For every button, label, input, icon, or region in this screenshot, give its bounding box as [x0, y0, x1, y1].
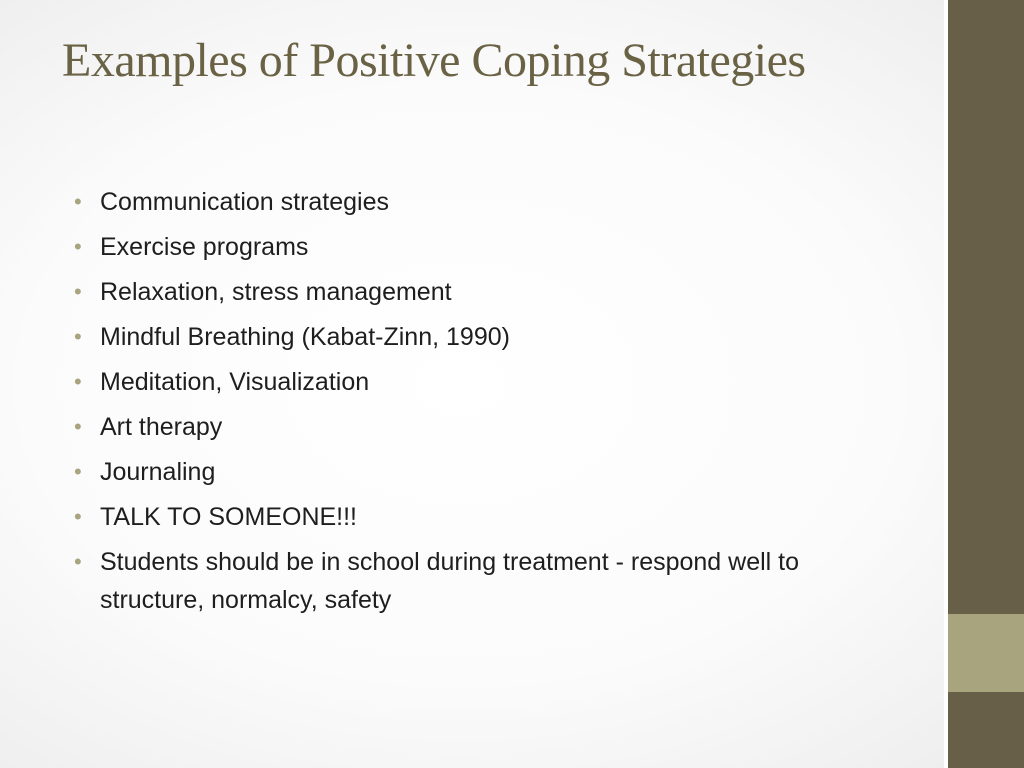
bullet-dot-icon: •: [74, 504, 82, 529]
sidebar-bar-bottom: [948, 692, 1024, 768]
bullet-dot-icon: •: [74, 324, 82, 349]
bullet-text: Meditation, Visualization: [100, 368, 370, 396]
bullet-dot-icon: •: [74, 234, 82, 259]
bullet-item: [74, 363, 894, 401]
slide-title: Examples of Positive Coping Strategies: [62, 34, 806, 87]
sidebar-bar-top: [948, 0, 1024, 614]
bullet-item: [74, 543, 894, 619]
bullet-text: Mindful Breathing (Kabat-Zinn, 1990): [100, 323, 510, 351]
bullet-dot-icon: •: [74, 549, 82, 574]
bullet-item: [74, 498, 894, 536]
bullet-item: [74, 408, 894, 446]
bullet-dot-icon: •: [74, 369, 82, 394]
bullet-item: [74, 318, 894, 356]
bullet-text: Art therapy: [100, 413, 223, 441]
bullet-item: [74, 273, 894, 311]
bullet-text: Relaxation, stress management: [100, 278, 452, 306]
bullet-text: Exercise programs: [100, 233, 309, 261]
bullet-item: [74, 228, 894, 266]
bullet-text: Journaling: [100, 458, 216, 486]
bullet-text: TALK TO SOMEONE!!!: [100, 503, 358, 531]
bullet-dot-icon: •: [74, 279, 82, 304]
bullet-dot-icon: •: [74, 414, 82, 439]
bullet-item: [74, 453, 894, 491]
bullet-dot-icon: •: [74, 189, 82, 214]
bullet-list: [74, 183, 894, 626]
bullet-text: Communication strategies: [100, 188, 390, 216]
bullet-item: [74, 183, 894, 221]
bullet-text: Students should be in school during treatment - respond well to structure, normalcy, safety: [100, 548, 800, 614]
bullet-dot-icon: •: [74, 459, 82, 484]
sidebar-accent-block: [948, 614, 1024, 692]
